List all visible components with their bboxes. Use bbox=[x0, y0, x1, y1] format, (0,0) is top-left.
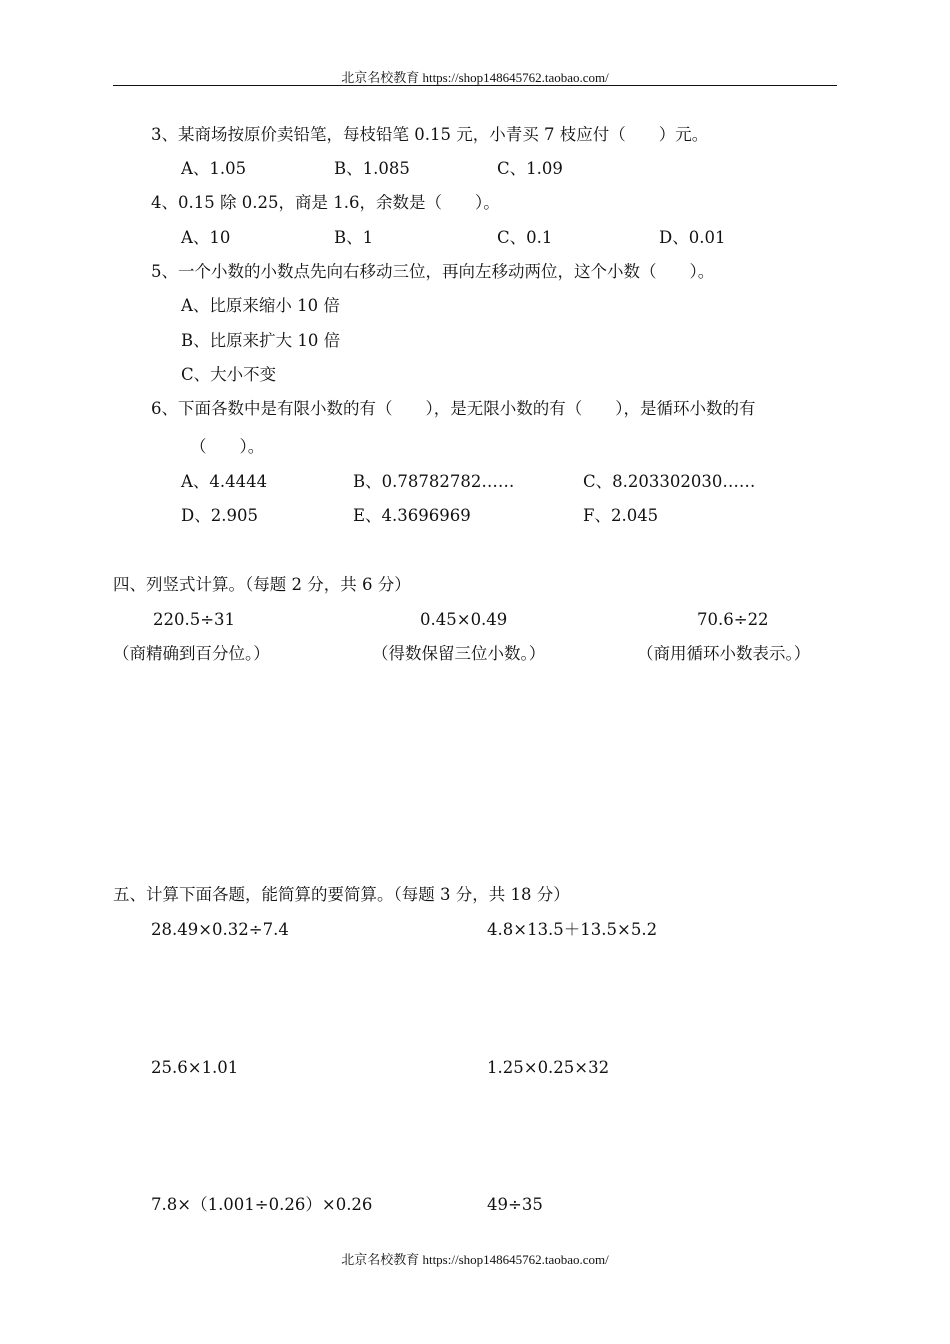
question-6-option-e: E、4.3696969 bbox=[353, 506, 471, 525]
section-5-problem-4: 1.25×0.25×32 bbox=[487, 1058, 610, 1077]
question-4-option-b: B、1 bbox=[334, 228, 374, 247]
section-5-problem-1: 28.49×0.32÷7.4 bbox=[151, 920, 289, 939]
question-6-option-f: F、2.045 bbox=[583, 506, 659, 525]
section-4-problem-1: 220.5÷31 bbox=[153, 610, 236, 629]
question-6-option-b: B、0.78782782…… bbox=[353, 472, 515, 491]
question-6-option-c: C、8.203302030…… bbox=[583, 472, 756, 491]
question-4-stem: 4、0.15 除 0.25，商是 1.6，余数是（ ）。 bbox=[151, 193, 500, 212]
section-4-note-2: （得数保留三位小数。） bbox=[372, 644, 546, 663]
question-3-stem: 3、某商场按原价卖铅笔，每枝铅笔 0.15 元，小青买 7 枝应付（ ）元。 bbox=[151, 125, 709, 144]
question-6-stem-line-2: （ ）。 bbox=[190, 437, 265, 456]
section-4-title: 四、列竖式计算。（每题 2 分，共 6 分） bbox=[113, 575, 411, 594]
question-4-option-c: C、0.1 bbox=[497, 228, 553, 247]
question-6-option-d: D、2.905 bbox=[181, 506, 258, 525]
question-5-stem: 5、一个小数的小数点先向右移动三位，再向左移动两位，这个小数（ ）。 bbox=[151, 262, 715, 281]
question-6-stem-line-1: 6、下面各数中是有限小数的有（ ），是无限小数的有（ ），是循环小数的有 bbox=[151, 399, 756, 418]
header-divider bbox=[113, 85, 837, 86]
section-5-problem-3: 25.6×1.01 bbox=[151, 1058, 239, 1077]
question-6-option-a: A、4.4444 bbox=[181, 472, 268, 491]
question-3-option-a: A、1.05 bbox=[181, 159, 247, 178]
question-4-option-a: A、10 bbox=[181, 228, 231, 247]
section-4-problem-3: 70.6÷22 bbox=[697, 610, 769, 629]
section-4-problem-2: 0.45×0.49 bbox=[420, 610, 508, 629]
section-4-note-3: （商用循环小数表示。） bbox=[637, 644, 811, 663]
section-5-problem-6: 49÷35 bbox=[487, 1195, 543, 1214]
page-header: 北京名校教育 https://shop148645762.taobao.com/ bbox=[341, 70, 609, 85]
page-footer: 北京名校教育 https://shop148645762.taobao.com/ bbox=[341, 1252, 609, 1267]
question-5-option-b: B、比原来扩大 10 倍 bbox=[181, 331, 341, 350]
section-5-problem-2: 4.8×13.5＋13.5×5.2 bbox=[487, 920, 658, 939]
section-5-title: 五、计算下面各题，能简算的要简算。（每题 3 分，共 18 分） bbox=[113, 885, 570, 904]
question-3-option-c: C、1.09 bbox=[497, 159, 563, 178]
section-4-note-1: （商精确到百分位。） bbox=[113, 644, 270, 663]
question-5-option-a: A、比原来缩小 10 倍 bbox=[181, 296, 340, 315]
question-3-option-b: B、1.085 bbox=[334, 159, 410, 178]
question-4-option-d: D、0.01 bbox=[659, 228, 726, 247]
section-5-problem-5: 7.8×（1.001÷0.26）×0.26 bbox=[151, 1195, 373, 1214]
question-5-option-c: C、大小不变 bbox=[181, 365, 277, 384]
